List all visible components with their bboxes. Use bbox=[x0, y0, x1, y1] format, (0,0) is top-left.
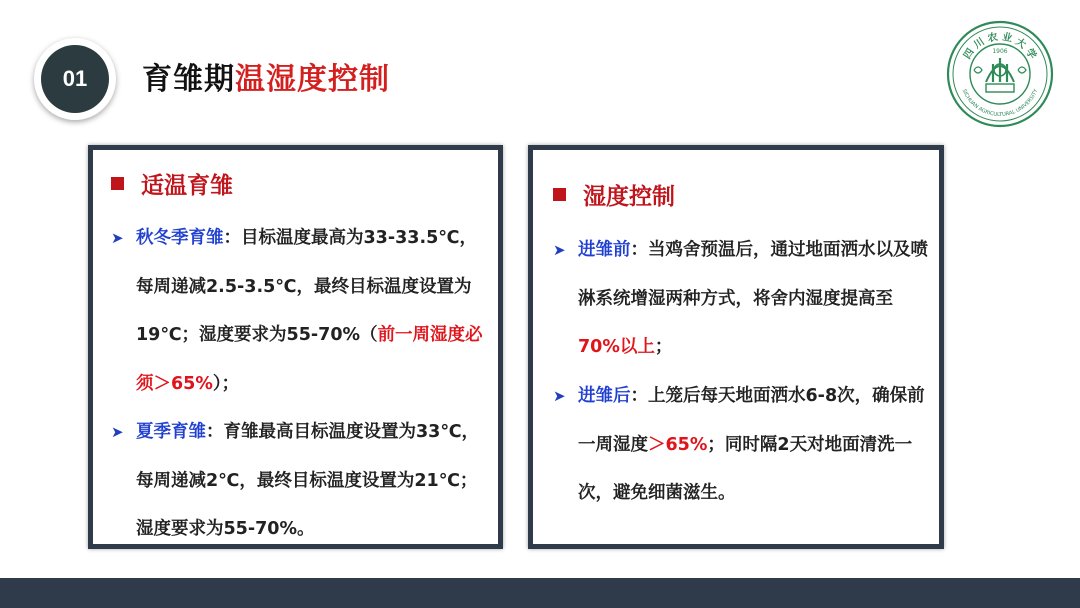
humidity-control-card bbox=[528, 145, 944, 549]
before-chicks-text-b: ； bbox=[654, 337, 673, 357]
autumn-winter-highlight: 前一周湿度必须＞65% bbox=[136, 325, 483, 394]
before-chicks-text-a: 当鸡舍预温后，通过地面洒水以及喷淋系统增湿两种方式，将舍内湿度提高至 bbox=[578, 240, 928, 309]
university-logo bbox=[946, 20, 1054, 128]
summer-item bbox=[111, 408, 488, 554]
svg-text:1906: 1906 bbox=[992, 48, 1008, 55]
warm-brooding-heading bbox=[111, 167, 233, 200]
chevron-right-icon: ➤ bbox=[553, 387, 566, 405]
before-chicks-highlight: 70%以上 bbox=[578, 337, 655, 357]
after-chicks-label: 进雏后 bbox=[578, 386, 631, 406]
page-title bbox=[142, 54, 390, 98]
humidity-control-heading bbox=[553, 178, 675, 211]
summer-label: 夏季育雏 bbox=[136, 422, 206, 442]
before-chicks-colon: ： bbox=[630, 240, 648, 260]
after-chicks-colon: ： bbox=[630, 386, 648, 406]
after-chicks-text-b: ；同时隔2天对地面清洗一次，避免细菌滋生。 bbox=[578, 434, 913, 503]
footer-bar bbox=[0, 578, 1080, 608]
summer-text: 育雏最高目标温度设置为33℃，每周递减2℃，最终目标温度设置为21℃；湿度要求为55-70%。 bbox=[136, 422, 480, 539]
title-part-1: 育雏期 bbox=[142, 62, 235, 97]
chevron-right-icon: ➤ bbox=[111, 229, 124, 247]
autumn-winter-item bbox=[111, 214, 488, 408]
square-icon bbox=[111, 177, 124, 190]
before-chicks-label: 进雏前 bbox=[578, 240, 631, 260]
after-chicks-item bbox=[553, 372, 928, 518]
autumn-winter-label: 秋冬季育雏 bbox=[136, 228, 224, 248]
svg-text:SICHUAN AGRICULTURAL UNIVERSIT: SICHUAN AGRICULTURAL UNIVERSITY bbox=[960, 88, 1040, 119]
section-number-badge: 01 bbox=[41, 45, 109, 113]
square-icon bbox=[553, 188, 566, 201]
after-chicks-text-a: 上笼后每天地面洒水6-8次，确保前一周湿度 bbox=[578, 386, 925, 455]
autumn-winter-text-b: ）； bbox=[212, 373, 240, 394]
title-part-2: 温湿度控制 bbox=[235, 62, 390, 97]
summer-colon: ： bbox=[206, 422, 224, 442]
after-chicks-highlight: ＞65% bbox=[648, 434, 708, 455]
humidity-control-heading-text: 湿度控制 bbox=[583, 184, 675, 210]
chevron-right-icon: ➤ bbox=[111, 423, 124, 441]
before-chicks-item bbox=[553, 226, 928, 372]
warm-brooding-card bbox=[88, 145, 503, 549]
autumn-winter-text-a: 目标温度最高为33-33.5℃，每周递减2.5-3.5℃，最终目标温度设置为19℃；湿度要求为55-70%（ bbox=[136, 228, 477, 345]
autumn-winter-colon: ： bbox=[223, 228, 241, 248]
chevron-right-icon: ➤ bbox=[553, 241, 566, 259]
warm-brooding-heading-text: 适温育雏 bbox=[141, 173, 233, 199]
svg-text:四 川 农 业 大 学: 四 川 农 业 大 学 bbox=[962, 31, 1038, 62]
